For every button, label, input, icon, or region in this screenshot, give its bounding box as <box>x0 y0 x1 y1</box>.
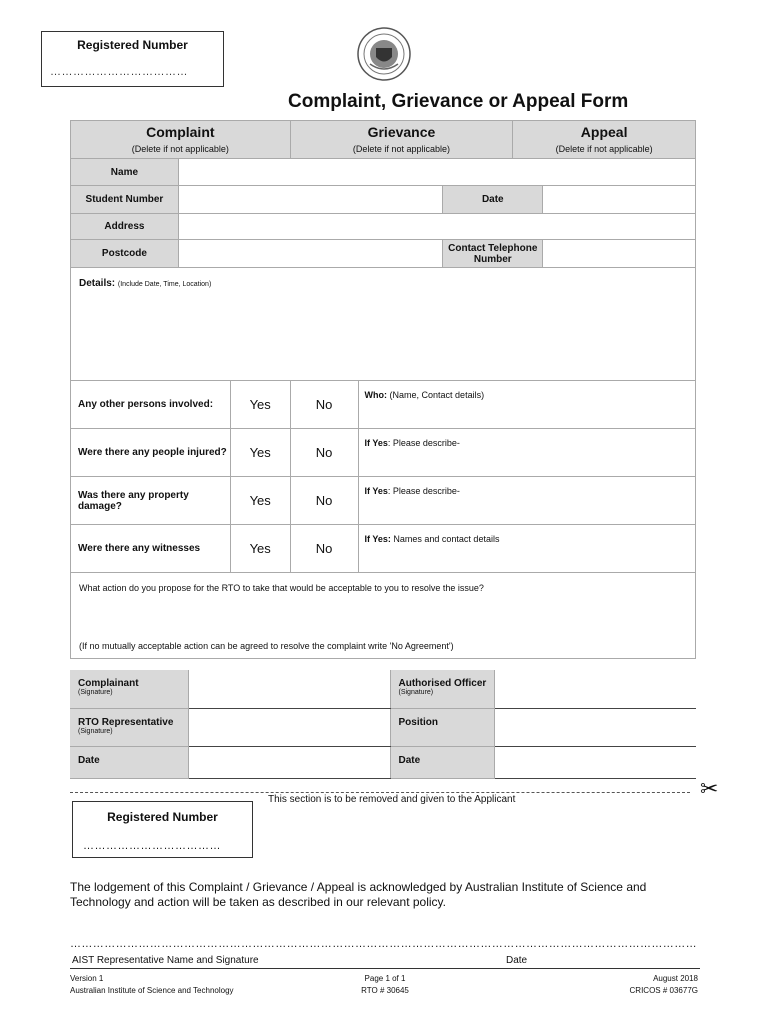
damage-no-option[interactable]: No <box>290 477 358 525</box>
injured-yes-option[interactable]: Yes <box>230 429 290 477</box>
complaint-title[interactable]: Complaint <box>71 121 291 141</box>
grievance-title[interactable]: Grievance <box>290 121 513 141</box>
details-note: (Include Date, Time, Location) <box>117 281 212 288</box>
footer-left <box>70 973 234 997</box>
question-property-damage: Was there any property damage? <box>71 477 231 525</box>
registered-number-field[interactable]: ……………………………… <box>50 66 188 78</box>
representative-date-label: Date <box>506 955 528 966</box>
officer-signature-field[interactable] <box>494 670 696 708</box>
footer-institute: Australian Institute of Science and Technology <box>70 986 234 995</box>
postcode-field[interactable] <box>178 240 442 268</box>
rto-representative-signature-field[interactable] <box>188 708 390 746</box>
footer-cricos: CRICOS # 03677G <box>629 986 698 995</box>
representative-signature-line[interactable]: ………………………………………………………………………………………………………………………………………………… <box>70 938 697 950</box>
question-people-injured: Were there any people injured? <box>71 429 231 477</box>
complainant-label: Complainant (Signature) <box>70 670 188 708</box>
appeal-title[interactable]: Appeal <box>513 121 696 141</box>
name-label: Name <box>71 159 179 186</box>
proposed-action-question: What action do you propose for the RTO to take that would be acceptable to you to resolve the issue? <box>79 583 484 593</box>
grievance-note: (Delete if not applicable) <box>290 141 513 159</box>
acknowledgement-text: The lodgement of this Complaint / Grievance / Appeal is acknowledged by Australian Institute of Science and Technology and action will be taken as described in our relevant policy. <box>70 880 647 909</box>
footer-divider <box>70 968 700 969</box>
persons-yes-option[interactable]: Yes <box>230 381 290 429</box>
signature-date-right-field[interactable] <box>494 746 696 778</box>
details-label: Details: <box>79 278 116 289</box>
question-witnesses: Were there any witnesses <box>71 525 231 573</box>
registered-number-box-applicant <box>72 801 253 858</box>
complainant-signature-field[interactable] <box>188 670 390 708</box>
no-agreement-note: (If no mutually acceptable action can be agreed to resolve the complaint write 'No Agreement') <box>79 641 454 651</box>
rto-representative-label: RTO Representative (Signature) <box>70 708 188 746</box>
footer-rto: RTO # 30645 <box>361 986 409 995</box>
institute-seal-icon <box>356 26 412 82</box>
complaint-note: (Delete if not applicable) <box>71 141 291 159</box>
signature-date-left-field[interactable] <box>188 746 390 778</box>
damage-details-field[interactable]: If Yes: Please describe- <box>358 477 695 525</box>
footer-date: August 2018 <box>653 974 698 983</box>
scissors-icon: ✂ <box>700 776 719 801</box>
removal-note: This section is to be removed and given to the Applicant <box>268 794 516 805</box>
name-field[interactable] <box>178 159 695 186</box>
registered-number-field-applicant[interactable]: ……………………………… <box>83 840 221 852</box>
student-number-field[interactable] <box>178 186 442 214</box>
address-field[interactable] <box>178 214 695 240</box>
date-label: Date <box>443 186 543 214</box>
damage-yes-option[interactable]: Yes <box>230 477 290 525</box>
contact-phone-label: Contact Telephone Number <box>443 240 543 268</box>
witnesses-yes-option[interactable]: Yes <box>230 525 290 573</box>
details-field[interactable] <box>71 268 696 381</box>
footer-center <box>340 973 430 997</box>
student-number-label: Student Number <box>71 186 179 214</box>
representative-signature-label: AIST Representative Name and Signature <box>72 955 259 966</box>
registered-number-label: Registered Number <box>77 38 188 52</box>
signature-table <box>70 670 696 779</box>
form-table <box>70 120 696 659</box>
injured-details-field[interactable]: If Yes: Please describe- <box>358 429 695 477</box>
date-field[interactable] <box>543 186 696 214</box>
position-field[interactable] <box>494 708 696 746</box>
footer-version: Version 1 <box>70 974 104 983</box>
postcode-label: Postcode <box>71 240 179 268</box>
officer-label: Authorised Officer (Signature) <box>390 670 494 708</box>
question-persons-involved: Any other persons involved: <box>71 381 231 429</box>
cut-line <box>70 792 690 793</box>
address-label: Address <box>71 214 179 240</box>
injured-no-option[interactable]: No <box>290 429 358 477</box>
registered-number-box <box>41 31 224 87</box>
registered-number-label-applicant: Registered Number <box>107 810 218 824</box>
position-label: Position <box>390 708 494 746</box>
footer-right <box>580 973 698 997</box>
contact-phone-field[interactable] <box>543 240 696 268</box>
form-title: Complaint, Grievance or Appeal Form <box>288 91 629 112</box>
proposed-action-field[interactable] <box>71 573 696 659</box>
footer-page: Page 1 of 1 <box>364 974 406 983</box>
persons-no-option[interactable]: No <box>290 381 358 429</box>
witnesses-no-option[interactable]: No <box>290 525 358 573</box>
persons-details-field[interactable]: Who: (Name, Contact details) <box>358 381 695 429</box>
appeal-note: (Delete if not applicable) <box>513 141 696 159</box>
signature-date-right-label: Date <box>390 746 494 778</box>
witnesses-details-field[interactable]: If Yes: Names and contact details <box>358 525 695 573</box>
signature-date-left-label: Date <box>70 746 188 778</box>
